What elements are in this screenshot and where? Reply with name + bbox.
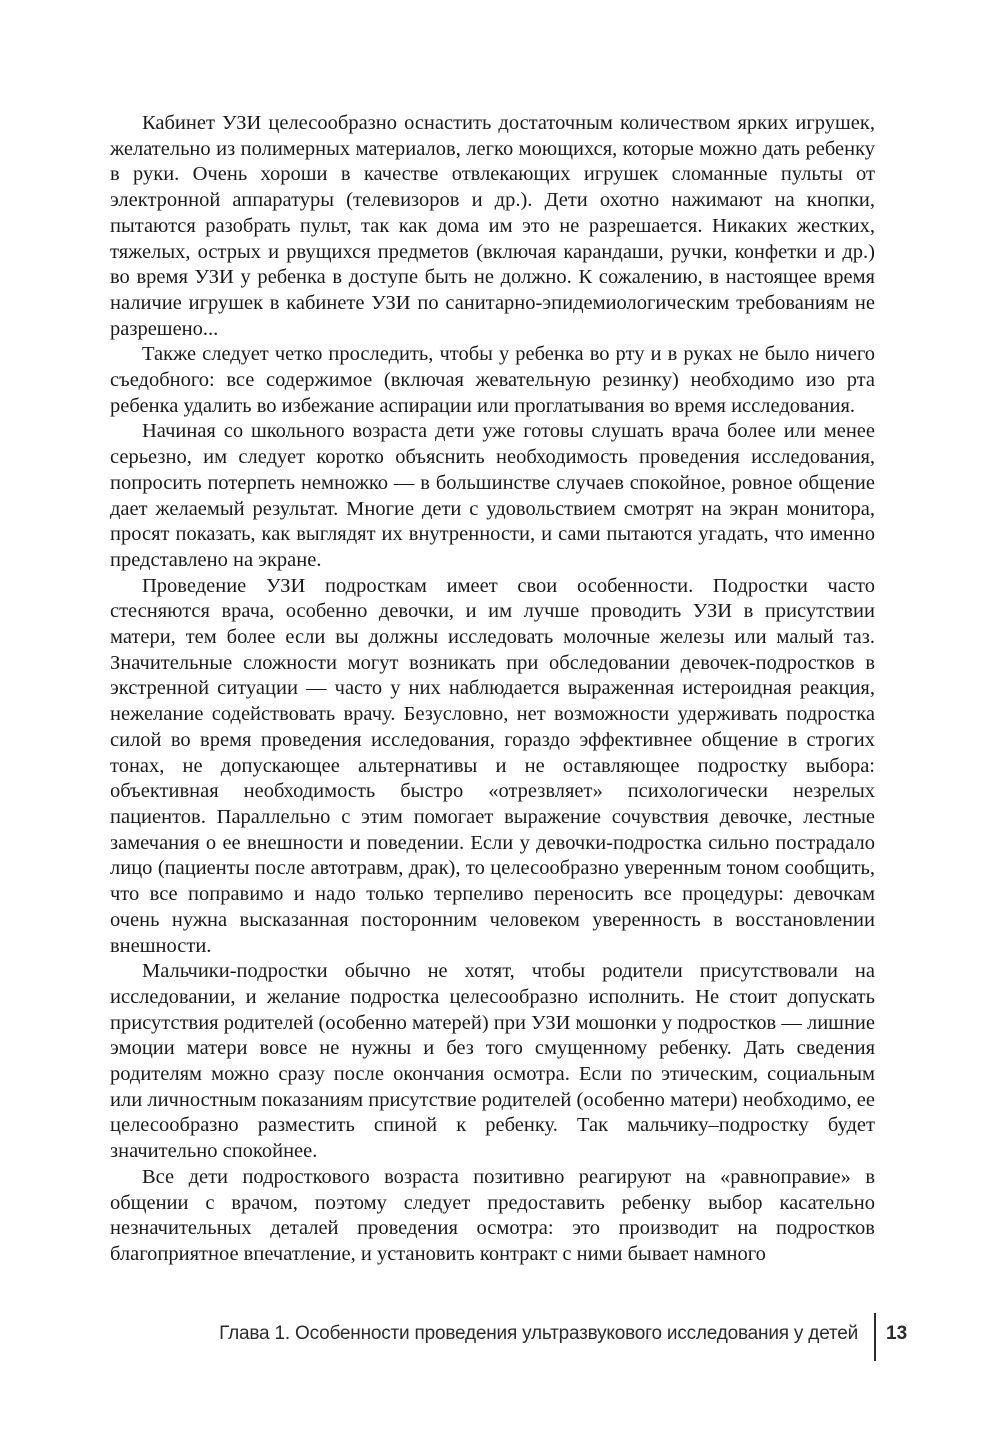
page-number: 13: [886, 1323, 908, 1344]
running-head: Глава 1. Особенности проведения ультразвукового исследования у детей: [219, 1323, 858, 1344]
paragraph: Мальчики-подростки обычно не хотят, чтобы родители присутствовали на исследовании, и желание подростка целесообразно исполнить. Не стоит допускать присутствия родителей (особенно матерей) при УЗИ мошонки у подростков — лишние эмоции матери вовсе не нужны и без того смущенному ребенку. Дать сведения родителям можно сразу после окончания осмотра. Если по этическим, социальным или личностным показаниям присутствие родителей (особенно матери) необходимо, ее целесообразно разместить спиной к ребенку. Так мальчику–подростку будет значительно спокойнее.: [110, 960, 875, 1163]
footer-divider: [874, 1313, 876, 1361]
body-text: [110, 111, 875, 1268]
paragraph: Проведение УЗИ подросткам имеет свои особенности. Подростки часто стесняются врача, особенно девочки, и им лучше проводить УЗИ в присутствии матери, тем более если вы должны исследовать молочные железы или малый таз. Значительные сложности могут возникать при обследовании девочек-подростков в экстренной ситуации — часто у них наблюдается выраженная истероидная реакция, нежелание содействовать врачу. Безусловно, нет возможности удерживать подростка силой во время проведения исследования, гораздо эффективнее общение в строгих тонах, не допускающее альтернативы и не оставляющее подростку выбора: объективная необходимость быстро «отрезвляет» психологически незрелых пациентов. Параллельно с этим помогает выражение сочувствия девочке, лестные замечания о ее внешности и поведении. Если у девочки-подростка сильно пострадало лицо (пациенты после автотравм, драк), то целесообразно уверенным тоном сообщить, что все поправимо и надо только терпеливо переносить все процедуры: девочкам очень нужна высказанная посторонним человеком уверенность в восстановлении внешности.: [110, 574, 875, 957]
paragraph: Все дети подросткового возраста позитивно реагируют на «равноправие» в общении с врачом, поэтому следует предоставить ребенку выбор касательно незначительных деталей проведения осмотра: это производит на подростков благоприятное впечатление, и установить контракт с ними бывает намного: [110, 1165, 875, 1265]
page-footer: [110, 1313, 920, 1361]
paragraph: Кабинет УЗИ целесообразно оснастить достаточным количеством ярких игрушек, желательно из полимерных материалов, легко моющихся, которые можно дать ребенку в руки. Очень хороши в качестве отвлекающих игрушек сломанные пульты от электронной аппаратуры (телевизоров и др.). Дети охотно нажимают на кнопки, пытаются разобрать пульт, так как дома им это не разрешается. Никаких жестких, тяжелых, острых и рвущихся предметов (включая карандаши, ручки, конфетки и др.) во время УЗИ у ребенка в доступе быть не должно. К сожалению, в настоящее время наличие игрушек в кабинете УЗИ по санитарно-эпидемиологическим требованиям не разрешено...: [110, 112, 875, 340]
paragraph: Также следует четко проследить, чтобы у ребенка во рту и в руках не было ничего съедобного: все содержимое (включая жевательную резинку) необходимо изо рта ребенка удалить во избежание аспирации или проглатывания во время исследования.: [110, 343, 875, 417]
paragraph: Начиная со школьного возраста дети уже готовы слушать врача более или менее серьезно, им следует коротко объяснить необходимость проведения исследования, попросить потерпеть немножко — в большинстве случаев спокойное, ровное общение дает желаемый результат. Многие дети с удовольствием смотрят на экран монитора, просят показать, как выглядят их внутренности, и сами пытаются угадать, что именно представлено на экране.: [110, 420, 875, 571]
